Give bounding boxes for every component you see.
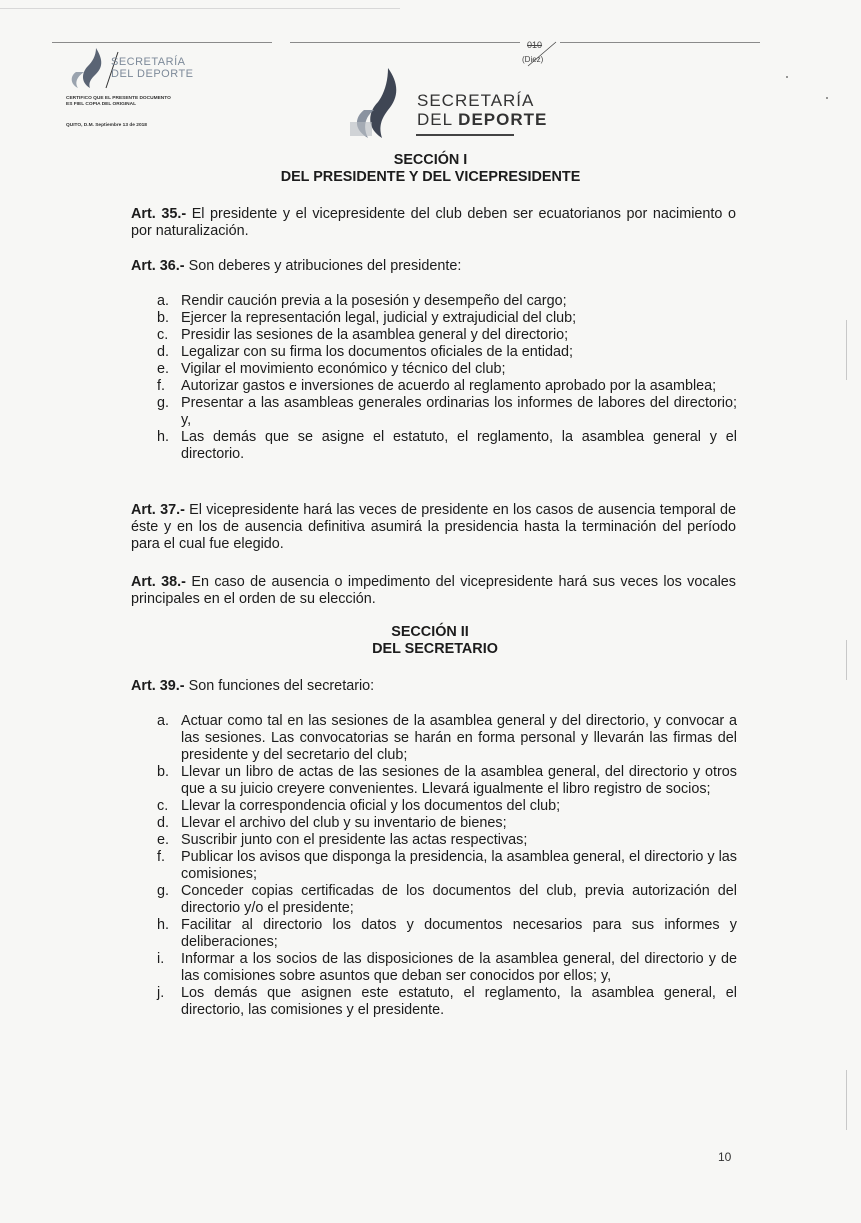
list-item (157, 951, 737, 985)
list-item-text: Rendir caución previa a la posesión y desempeño del cargo; (181, 293, 567, 309)
list-item-text: Legalizar con su firma los documentos oficiales de la entidad; (181, 344, 573, 360)
stamp-certify-text: CERTIFICO QUE EL PRESENTE DOCUMENTO ES FIEL COPIA DEL ORIGINAL (66, 96, 171, 107)
article-38 (131, 574, 736, 608)
article-37-label: Art. 37.- (131, 502, 185, 518)
article-35-text: El presidente y el vicepresidente del club deben ser ecuatorianos por nacimiento o por naturalización. (131, 206, 736, 239)
article-36-text: Son deberes y atribuciones del presidente: (188, 258, 462, 274)
list-item (157, 849, 737, 883)
scan-top-line (0, 8, 400, 9)
scan-line-right (560, 42, 760, 43)
article-38-text: En caso de ausencia o impedimento del vicepresidente hará sus veces los vocales principales en el orden de su elección. (131, 574, 736, 607)
list-item (157, 310, 737, 327)
scan-edge-mark (846, 640, 847, 680)
list-item-text: Llevar la correspondencia oficial y los documentos del club; (181, 798, 561, 814)
list-item (157, 815, 737, 832)
list-item-text: Autorizar gastos e inversiones de acuerdo al reglamento aprobado por la asamblea; (181, 378, 717, 394)
article-39 (131, 678, 736, 695)
article-37-text: El vicepresidente hará las veces de presidente en los casos de ausencia temporal de éste y en los de ausencia definitiva asumirá la presidencia hasta la terminación del período para el cual fue elegido. (131, 502, 736, 552)
list-item (157, 361, 737, 378)
article-36-list (157, 293, 737, 463)
list-marker: a. (157, 713, 170, 729)
list-item (157, 883, 737, 917)
list-marker: a. (157, 293, 170, 309)
list-item (157, 327, 737, 344)
scan-edge-mark (846, 320, 847, 380)
list-item-text: Presentar a las asambleas generales ordinarias los informes de labores del directorio; y, (181, 395, 737, 428)
list-item (157, 378, 737, 395)
list-marker: j. (157, 985, 165, 1001)
list-marker: g. (157, 395, 170, 411)
article-35 (131, 206, 736, 240)
article-36 (131, 258, 736, 275)
list-item (157, 713, 737, 764)
folio-words: (Diez) (522, 55, 544, 64)
article-36-label: Art. 36.- (131, 258, 185, 274)
section1-title: SECCIÓN I (393, 152, 468, 168)
list-marker: g. (157, 883, 170, 899)
list-item-text: Facilitar al directorio los datos y documentos necesarios para sus informes y deliberaciones; (181, 917, 737, 950)
list-item-text: Vigilar el movimiento económico y técnico del club; (181, 361, 506, 377)
logo-line1: SECRETARÍA (417, 91, 535, 110)
logo-line2-prefix: DEL (417, 110, 459, 129)
list-item (157, 293, 737, 310)
scan-edge-mark (846, 1070, 847, 1130)
list-item (157, 832, 737, 849)
article-39-label: Art. 39.- (131, 678, 185, 694)
list-marker: b. (157, 764, 170, 780)
list-marker: c. (157, 798, 169, 814)
list-marker: h. (157, 917, 170, 933)
page-number: 10 (718, 1150, 732, 1164)
list-marker: b. (157, 310, 170, 326)
list-item-text: Suscribir junto con el presidente las actas respectivas; (181, 832, 528, 848)
article-37 (131, 502, 736, 553)
stamp-line2: DEL DEPORTE (111, 68, 194, 80)
list-marker: d. (157, 815, 170, 831)
scan-speck (786, 76, 788, 78)
stamp-date: QUITO, D.M. Septiembre 13 de 2018 (66, 123, 147, 128)
stamp-line1: SECRETARÍA (111, 56, 186, 68)
list-marker: d. (157, 344, 170, 360)
logo-underline (416, 134, 514, 136)
scan-line-left (52, 42, 272, 43)
list-item (157, 429, 737, 463)
list-marker: e. (157, 832, 170, 848)
article-39-list (157, 713, 737, 1019)
list-item (157, 395, 737, 429)
list-item-text: Publicar los avisos que disponga la presidencia, la asamblea general, el directorio y las comisiones; (181, 849, 737, 882)
list-marker: f. (157, 378, 165, 394)
list-item (157, 917, 737, 951)
list-item-text: Llevar un libro de actas de las sesiones de la asamblea general, del directorio y otros que a su juicio creyere convenientes. Llevará igualmente el libro registro de socios; (181, 764, 737, 797)
list-marker: f. (157, 849, 165, 865)
list-item-text: Ejercer la representación legal, judicial y extrajudicial del club; (181, 310, 577, 326)
list-marker: i. (157, 951, 165, 967)
section1-subtitle: DEL PRESIDENTE Y DEL VICEPRESIDENTE (280, 169, 581, 185)
list-item-text: Presidir las sesiones de la asamblea general y del directorio; (181, 327, 569, 343)
list-item-text: Las demás que se asigne el estatuto, el reglamento, la asamblea general y el directorio. (181, 429, 737, 462)
list-marker: e. (157, 361, 170, 377)
scan-line-center (290, 42, 520, 43)
article-39-text: Son funciones del secretario: (188, 678, 375, 694)
list-item-text: Actuar como tal en las sesiones de la asamblea general y del directorio, y convocar a las sesiones. Las convocatorias se harán en forma personal y llevarán las firmas del presidente y del secretario del club; (181, 713, 737, 763)
list-item (157, 798, 737, 815)
section2-title: SECCIÓN II (391, 624, 469, 640)
list-item-text: Llevar el archivo del club y su inventario de bienes; (181, 815, 507, 831)
article-38-label: Art. 38.- (131, 574, 186, 590)
list-marker: h. (157, 429, 170, 445)
logo-line2 (417, 110, 547, 130)
logo-line2-bold: DEPORTE (458, 110, 548, 129)
list-item (157, 344, 737, 361)
scan-speck (826, 97, 828, 99)
list-item (157, 764, 737, 798)
list-item-text: Conceder copias certificadas de los documentos del club, previa autorización del directorio y/o el presidente; (181, 883, 737, 916)
list-marker: c. (157, 327, 169, 343)
article-35-label: Art. 35.- (131, 206, 187, 222)
list-item-text: Los demás que asignen este estatuto, el reglamento, la asamblea general, el directorio, las comisiones y el presidente. (181, 985, 737, 1018)
list-item-text: Informar a los socios de las disposiciones de la asamblea general, del directorio y de las comisiones sobre asuntos que deban ser conocidos por ellos; y, (181, 951, 737, 984)
folio-number: 010 (527, 40, 543, 50)
list-item (157, 985, 737, 1019)
section2-subtitle: DEL SECRETARIO (372, 641, 498, 657)
